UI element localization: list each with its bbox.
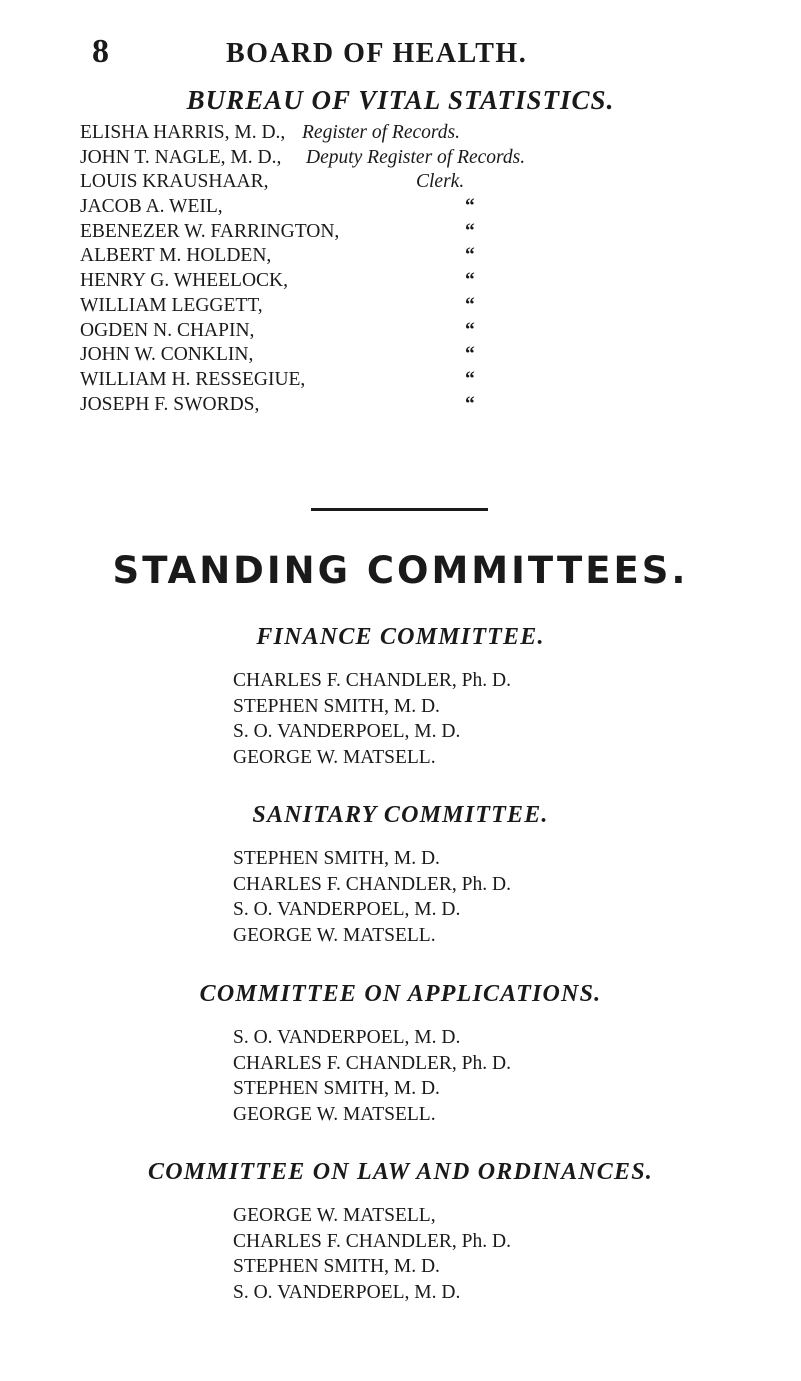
committee-member: GEORGE W. MATSELL, <box>233 1205 436 1226</box>
committee-title: FINANCE COMMITTEE. <box>256 624 545 650</box>
committee-title: COMMITTEE ON LAW AND ORDINANCES. <box>148 1159 653 1185</box>
committee-member: S. O. VANDERPOEL, M. D. <box>233 721 461 742</box>
committee-member: STEPHEN SMITH, M. D. <box>233 1078 440 1099</box>
staff-row <box>80 294 760 319</box>
staff-name: HENRY G. WHEELOCK, <box>80 270 288 292</box>
staff-row <box>80 121 760 146</box>
ditto-mark: “ <box>465 319 475 341</box>
staff-name: LOUIS KRAUSHAAR, <box>80 171 269 193</box>
committee-member: GEORGE W. MATSELL. <box>233 1103 436 1125</box>
staff-row <box>80 146 760 171</box>
committee-members <box>233 1203 511 1305</box>
committee-member: CHARLES F. CHANDLER, Ph. D. <box>233 670 511 691</box>
committee-member: CHARLES F. CHANDLER, Ph. D. <box>233 1230 511 1252</box>
staff-row <box>80 319 760 344</box>
staff-name: JACOB A. WEIL, <box>80 196 223 218</box>
committee-member: S. O. VANDERPOEL, M. D. <box>233 899 461 920</box>
staff-name: JOHN W. CONKLIN, <box>80 344 254 366</box>
staff-row <box>80 244 760 269</box>
staff-name: OGDEN N. CHAPIN, <box>80 319 255 341</box>
ditto-mark: “ <box>465 196 475 218</box>
staff-role: Clerk. <box>416 171 465 193</box>
committee-members <box>233 668 511 770</box>
page-number: 8 <box>92 33 109 70</box>
committee-member: S. O. VANDERPOEL, M. D. <box>233 1281 461 1303</box>
committee-member: GEORGE W. MATSELL. <box>233 746 436 768</box>
ditto-mark: “ <box>465 294 475 316</box>
committee-member: CHARLES F. CHANDLER, Ph. D. <box>233 1052 511 1074</box>
staff-role: Register of Records. <box>302 122 460 143</box>
committee-title: COMMITTEE ON APPLICATIONS. <box>199 981 602 1007</box>
committee-member: STEPHEN SMITH, M. D. <box>233 848 440 869</box>
staff-name: JOSEPH F. SWORDS, <box>80 393 260 415</box>
staff-name: WILLIAM LEGGETT, <box>80 294 263 316</box>
committee-title: SANITARY COMMITTEE. <box>252 802 549 828</box>
committee-member: STEPHEN SMITH, M. D. <box>233 695 440 717</box>
staff-row <box>80 269 760 294</box>
staff-row <box>80 368 760 393</box>
standing-committees-heading: STANDING COMMITTEES. <box>112 549 689 592</box>
committee-member: STEPHEN SMITH, M. D. <box>233 1256 440 1277</box>
staff-role: Deputy Register of Records. <box>306 146 526 168</box>
bureau-title: BUREAU OF VITAL STATISTICS. <box>186 85 615 115</box>
staff-row <box>80 170 760 195</box>
staff-name: ELISHA HARRIS, M. D., <box>80 122 286 143</box>
bureau-staff-list <box>80 121 760 417</box>
ditto-mark: “ <box>465 393 475 415</box>
staff-name: JOHN T. NAGLE, M. D., <box>80 146 282 168</box>
ditto-mark: “ <box>465 245 475 267</box>
committee-members <box>233 846 511 948</box>
committee-member: S. O. VANDERPOEL, M. D. <box>233 1027 461 1048</box>
ditto-mark: “ <box>465 368 475 390</box>
ditto-mark: “ <box>465 344 475 366</box>
committee-member: CHARLES F. CHANDLER, Ph. D. <box>233 873 511 895</box>
staff-row <box>80 195 760 220</box>
staff-name: ALBERT M. HOLDEN, <box>80 245 272 267</box>
running-head: BOARD OF HEALTH. <box>226 38 528 69</box>
committee-member: GEORGE W. MATSELL. <box>233 924 436 946</box>
ditto-mark: “ <box>465 270 475 292</box>
committee-members <box>233 1025 511 1127</box>
page-header <box>0 32 801 72</box>
staff-row <box>80 343 760 368</box>
staff-row <box>80 393 760 418</box>
staff-name: WILLIAM H. RESSEGIUE, <box>80 368 306 390</box>
ditto-mark: “ <box>465 220 475 242</box>
staff-row <box>80 220 760 245</box>
section-divider <box>311 508 488 511</box>
staff-name: EBENEZER W. FARRINGTON, <box>80 220 340 242</box>
